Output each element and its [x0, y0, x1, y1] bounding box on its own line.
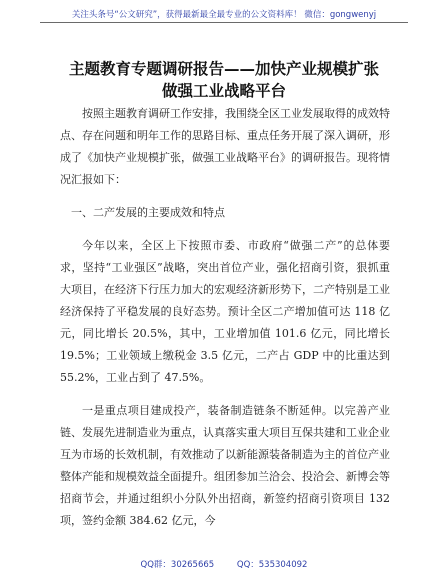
footer	[0, 558, 448, 570]
footer-qq-group: QQ群：30265665	[140, 560, 215, 570]
intro-paragraph: 按照主题教育调研工作安排，我围绕全区工业发展取得的成效特点、存在问题和明年工作的思路目标、重点任务开展了深入调研，形成了《加快产业规模扩张，做强工业战略平台》的调研报告。现将情况汇报如下：	[60, 107, 390, 186]
section-heading: 一、二产发展的主要成效和特点	[71, 206, 225, 219]
document-title-line-1: 主题教育专题调研报告——加快产业规模扩张	[68, 60, 379, 78]
header-divider	[40, 22, 408, 23]
document-title-line-2: 做强工业战略平台	[161, 82, 286, 100]
body-paragraph-1: 今年以来，全区上下按照市委、市政府“做强二产”的总体要求，坚持“工业强区”战略，突出首位产业，强化招商引资，狠抓重大项目，在经济下行压力加大的宏观经济新形势下，二产特别是工业经济保持了平稳发展的良好态势。预计全区二产增加值可达 118 亿元，同比增长 20.5%，其中，工业增加值 101.6 亿元，同比增长 19.5%；工业领域上缴税金 3.5 亿元，二产占 GDP 中的比重达到 55.2%，工业占到了 47.5%。	[60, 239, 390, 384]
footer-qq: QQ：535304092	[236, 560, 308, 570]
top-banner: 关注头条号“公文研究”，获得最新最全最专业的公文资料库！ 微信：gongwenyj	[71, 10, 377, 20]
body-paragraph-2: 一是重点项目建成投产，装备制造链条不断延伸。以完善产业链、发展先进制造业为重点，认真落实重大项目互保共建和工业企业互为市场的长效机制，有效推动了以新能源装备制造为主的首位产业整体产能和规模效益全面提升。组团参加兰洽会、投洽会、新博会等招商节会，并通过组织小分队外出招商，新签约招商引资项目 132 项，签约金额 384.62 亿元，今	[60, 404, 390, 527]
document-body	[60, 103, 390, 532]
